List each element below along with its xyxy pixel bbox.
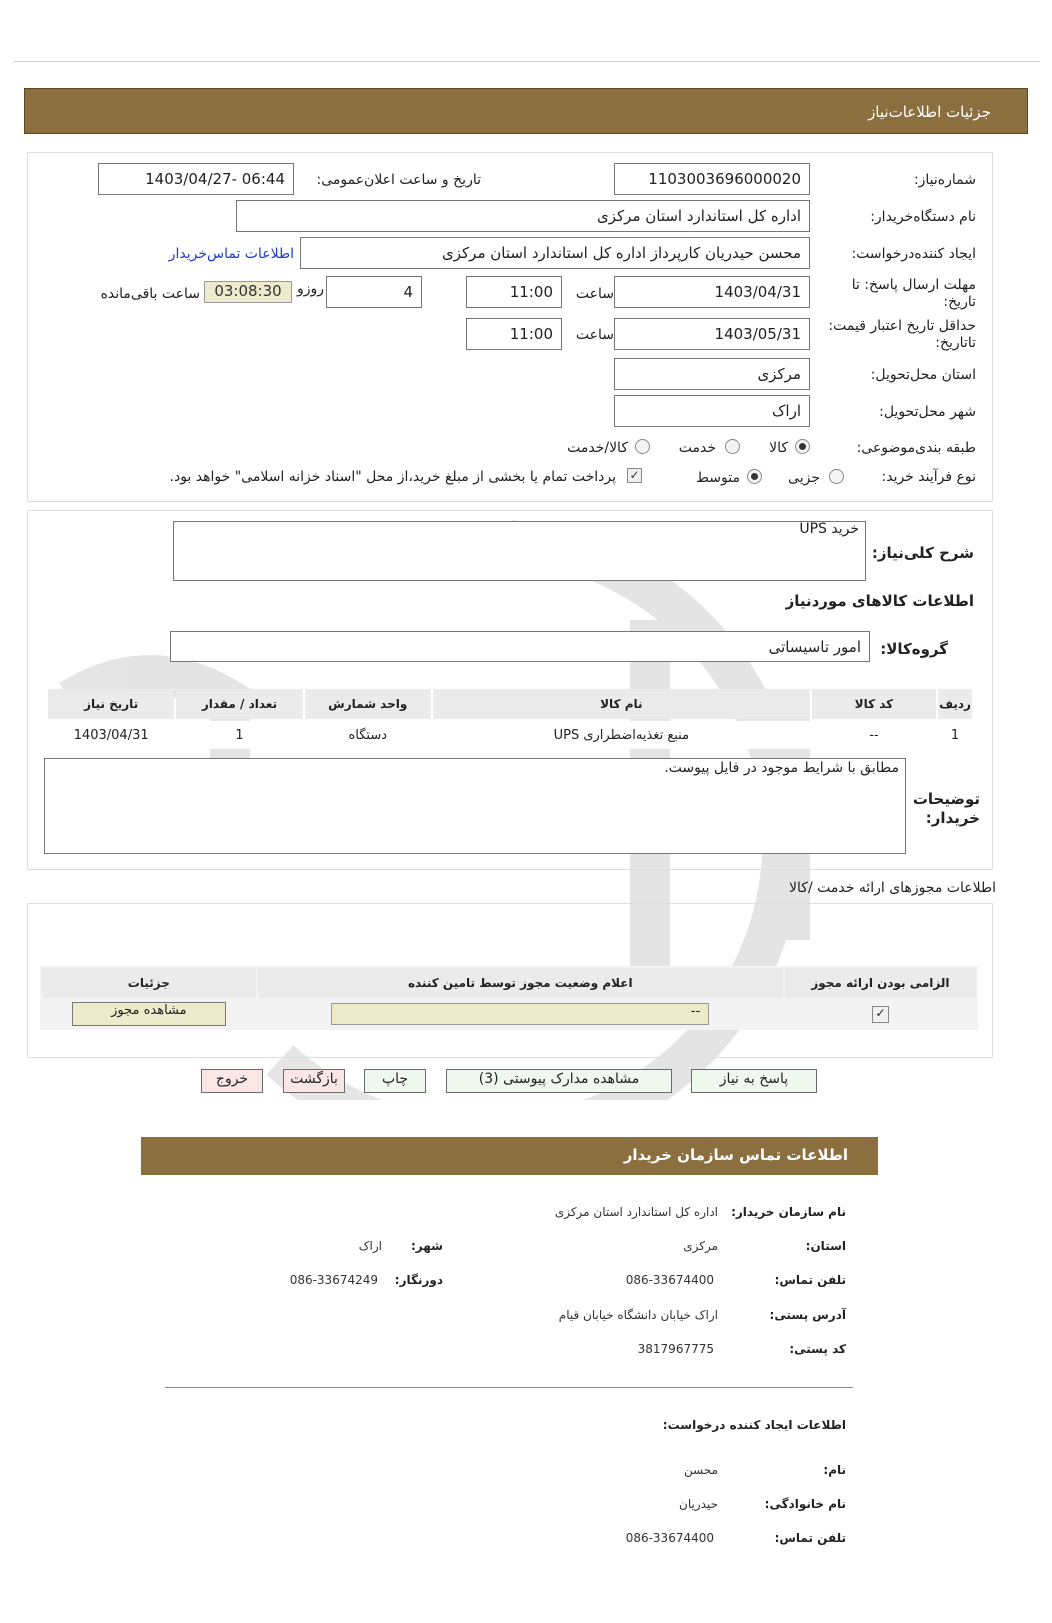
view-permit-button[interactable]: مشاهده مجوز	[72, 1002, 226, 1026]
contact-province-label: استان:	[805, 1239, 846, 1253]
cell-code: --	[812, 721, 936, 749]
province-label: استان محل‌تحویل:	[870, 367, 976, 383]
col-name: نام کالا	[433, 689, 810, 719]
contact-province-value: مرکزی	[683, 1239, 718, 1253]
cell-row: 1	[938, 721, 972, 749]
city-field: اراک	[614, 395, 810, 427]
goods-group-field: امور تاسیساتی	[170, 631, 870, 662]
cell-date: 1403/04/31	[48, 721, 174, 749]
purchase-type-label: نوع فرآیند خرید:	[881, 469, 976, 485]
page-header	[24, 88, 1028, 134]
treasury-payment-note: پرداخت تمام یا بخشی از مبلغ خرید،از محل "اسناد خزانه اسلامی" خواهد بود.	[169, 469, 616, 485]
table-row	[42, 1000, 976, 1028]
col-code: کد کالا	[812, 689, 936, 719]
creator-family-label: نام خانوادگی:	[764, 1497, 846, 1511]
col-unit: واحد شمارش	[305, 689, 431, 719]
contact-org-label: نام سازمان خریدار:	[731, 1205, 846, 1219]
category-both-radio[interactable]	[635, 439, 650, 454]
purchase-medium-label: متوسط	[696, 470, 740, 486]
exit-button[interactable]: خروج	[201, 1069, 263, 1093]
category-label: طبقه بندی‌موضوعی:	[856, 440, 976, 456]
remaining-label: ساعت باقی‌مانده	[100, 286, 200, 302]
goods-group-label: گروه‌کالا:	[880, 640, 948, 658]
creator-field: محسن حیدریان کارپرداز اداره کل استاندارد استان مرکزی	[300, 237, 810, 269]
table-row	[48, 721, 972, 749]
contact-postal-label: کد پستی:	[789, 1342, 846, 1356]
need-number-label: شماره‌نیاز:	[913, 172, 976, 188]
contact-title: اطلاعات تماس سازمان خریدار	[623, 1146, 848, 1164]
deadline-date-field: 1403/04/31	[614, 276, 810, 308]
deadline-label: مهلت ارسال پاسخ: تا تاریخ:	[851, 277, 976, 310]
description-field: خرید UPS	[173, 521, 866, 581]
contact-fax-label: دورنگار:	[394, 1273, 443, 1287]
city-label: شهر محل‌تحویل:	[879, 404, 976, 420]
print-button[interactable]: چاپ	[364, 1069, 426, 1093]
creator-family-value: حیدریان	[679, 1497, 718, 1511]
category-both-label: کالا/خدمت	[567, 440, 628, 456]
contact-phone-value: 086-33674400	[625, 1273, 714, 1287]
top-divider	[14, 61, 1040, 62]
category-service-radio[interactable]	[725, 439, 740, 454]
deadline-time-field: 11:00	[466, 276, 562, 308]
buyer-org-field: اداره کل استاندارد استان مرکزی	[236, 200, 810, 232]
days-label: روزو	[296, 281, 324, 297]
permit-status-field[interactable]: --	[331, 1003, 709, 1025]
creator-phone-value: 086-33674400	[625, 1531, 714, 1545]
validity-time-label: ساعت	[575, 327, 614, 343]
col-permit-status: اعلام وضعیت مجوز توسط تامین کننده	[258, 968, 783, 998]
announce-label: تاریخ و ساعت اعلان‌عمومی:	[316, 172, 481, 188]
creator-name-value: محسن	[683, 1463, 718, 1477]
col-permit-details: جزئیات	[42, 968, 256, 998]
contact-divider	[165, 1387, 853, 1388]
description-label: شرح کلی‌نیاز:	[871, 544, 974, 562]
category-service-label: خدمت	[678, 440, 716, 456]
category-goods-label: کالا	[769, 440, 788, 456]
col-permit-required: الزامی بودن ارائه مجوز	[785, 968, 976, 998]
contact-address-label: آدرس پستی:	[769, 1308, 846, 1322]
deadline-time-label: ساعت	[575, 286, 614, 302]
buyer-org-label: نام دستگاه‌خریدار:	[870, 209, 976, 225]
contact-phone-label: تلفن تماس:	[774, 1273, 846, 1287]
need-number-field: 1103003696000020	[614, 163, 810, 195]
cell-qty: 1	[176, 721, 302, 749]
contact-fax-value: 086-33674249	[289, 1273, 378, 1287]
validity-date-field: 1403/05/31	[614, 318, 810, 350]
permits-title: اطلاعات مجوزهای ارائه خدمت /کالا	[789, 880, 996, 896]
contact-city-label: شهر:	[411, 1239, 443, 1253]
permit-required-checkbox[interactable]: ✓	[872, 1006, 889, 1023]
creator-name-label: نام:	[823, 1463, 846, 1477]
cell-name: منبع تغذیه‌اضطراری UPS	[433, 721, 810, 749]
contact-org-value: اداره کل استاندارد استان مرکزی	[554, 1205, 718, 1219]
creator-info-title: اطلاعات ایجاد کننده درخواست:	[662, 1418, 846, 1432]
contact-address-value: اراک خیابان دانشگاه خیابان قیام	[558, 1308, 718, 1322]
remaining-timer: 03:08:30	[204, 281, 292, 303]
purchase-minor-label: جزیی	[788, 470, 820, 486]
col-date: تاریخ نیاز	[48, 689, 174, 719]
days-field: 4	[326, 276, 422, 308]
permits-table	[40, 966, 978, 1030]
col-row: ردیف	[938, 689, 972, 719]
purchase-medium-radio[interactable]	[747, 469, 762, 484]
announce-datetime-field: 1403/04/27- 06:44	[98, 163, 294, 195]
goods-info-title: اطلاعات کالاهای موردنیاز	[785, 592, 974, 610]
purchase-minor-radio[interactable]	[829, 469, 844, 484]
category-goods-radio[interactable]	[795, 439, 810, 454]
buyer-contact-link[interactable]: اطلاعات تماس‌خریدار	[168, 246, 294, 262]
contact-postal-value: 3817967775	[637, 1342, 714, 1356]
page-title: جزئیات اطلاعات‌نیاز	[868, 103, 991, 121]
permit-status-cell	[258, 1000, 783, 1028]
creator-phone-label: تلفن تماس:	[774, 1531, 846, 1545]
validity-label: حداقل تاریخ اعتبار قیمت: تاتاریخ:	[828, 318, 976, 351]
contact-header	[141, 1137, 878, 1175]
back-button[interactable]: بازگشت	[283, 1069, 345, 1093]
buyer-notes-label: توضیحات خریدار:	[912, 790, 980, 827]
creator-label: ایجاد کننده‌درخواست:	[851, 246, 976, 262]
reply-button[interactable]: پاسخ به نیاز	[691, 1069, 817, 1093]
contact-city-value: اراک	[358, 1239, 382, 1253]
treasury-payment-checkbox[interactable]: ✓	[627, 468, 642, 483]
goods-table	[46, 687, 974, 751]
validity-time-field: 11:00	[466, 318, 562, 350]
permit-details-cell	[42, 1000, 256, 1028]
attachments-button[interactable]: مشاهده مدارک پیوستی (3)	[446, 1069, 672, 1093]
buyer-notes-field: مطابق با شرایط موجود در فایل پیوست.	[44, 758, 906, 854]
permit-required-cell	[785, 1000, 976, 1028]
province-field: مرکزی	[614, 358, 810, 390]
cell-unit: دستگاه	[305, 721, 431, 749]
col-qty: تعداد / مقدار	[176, 689, 302, 719]
